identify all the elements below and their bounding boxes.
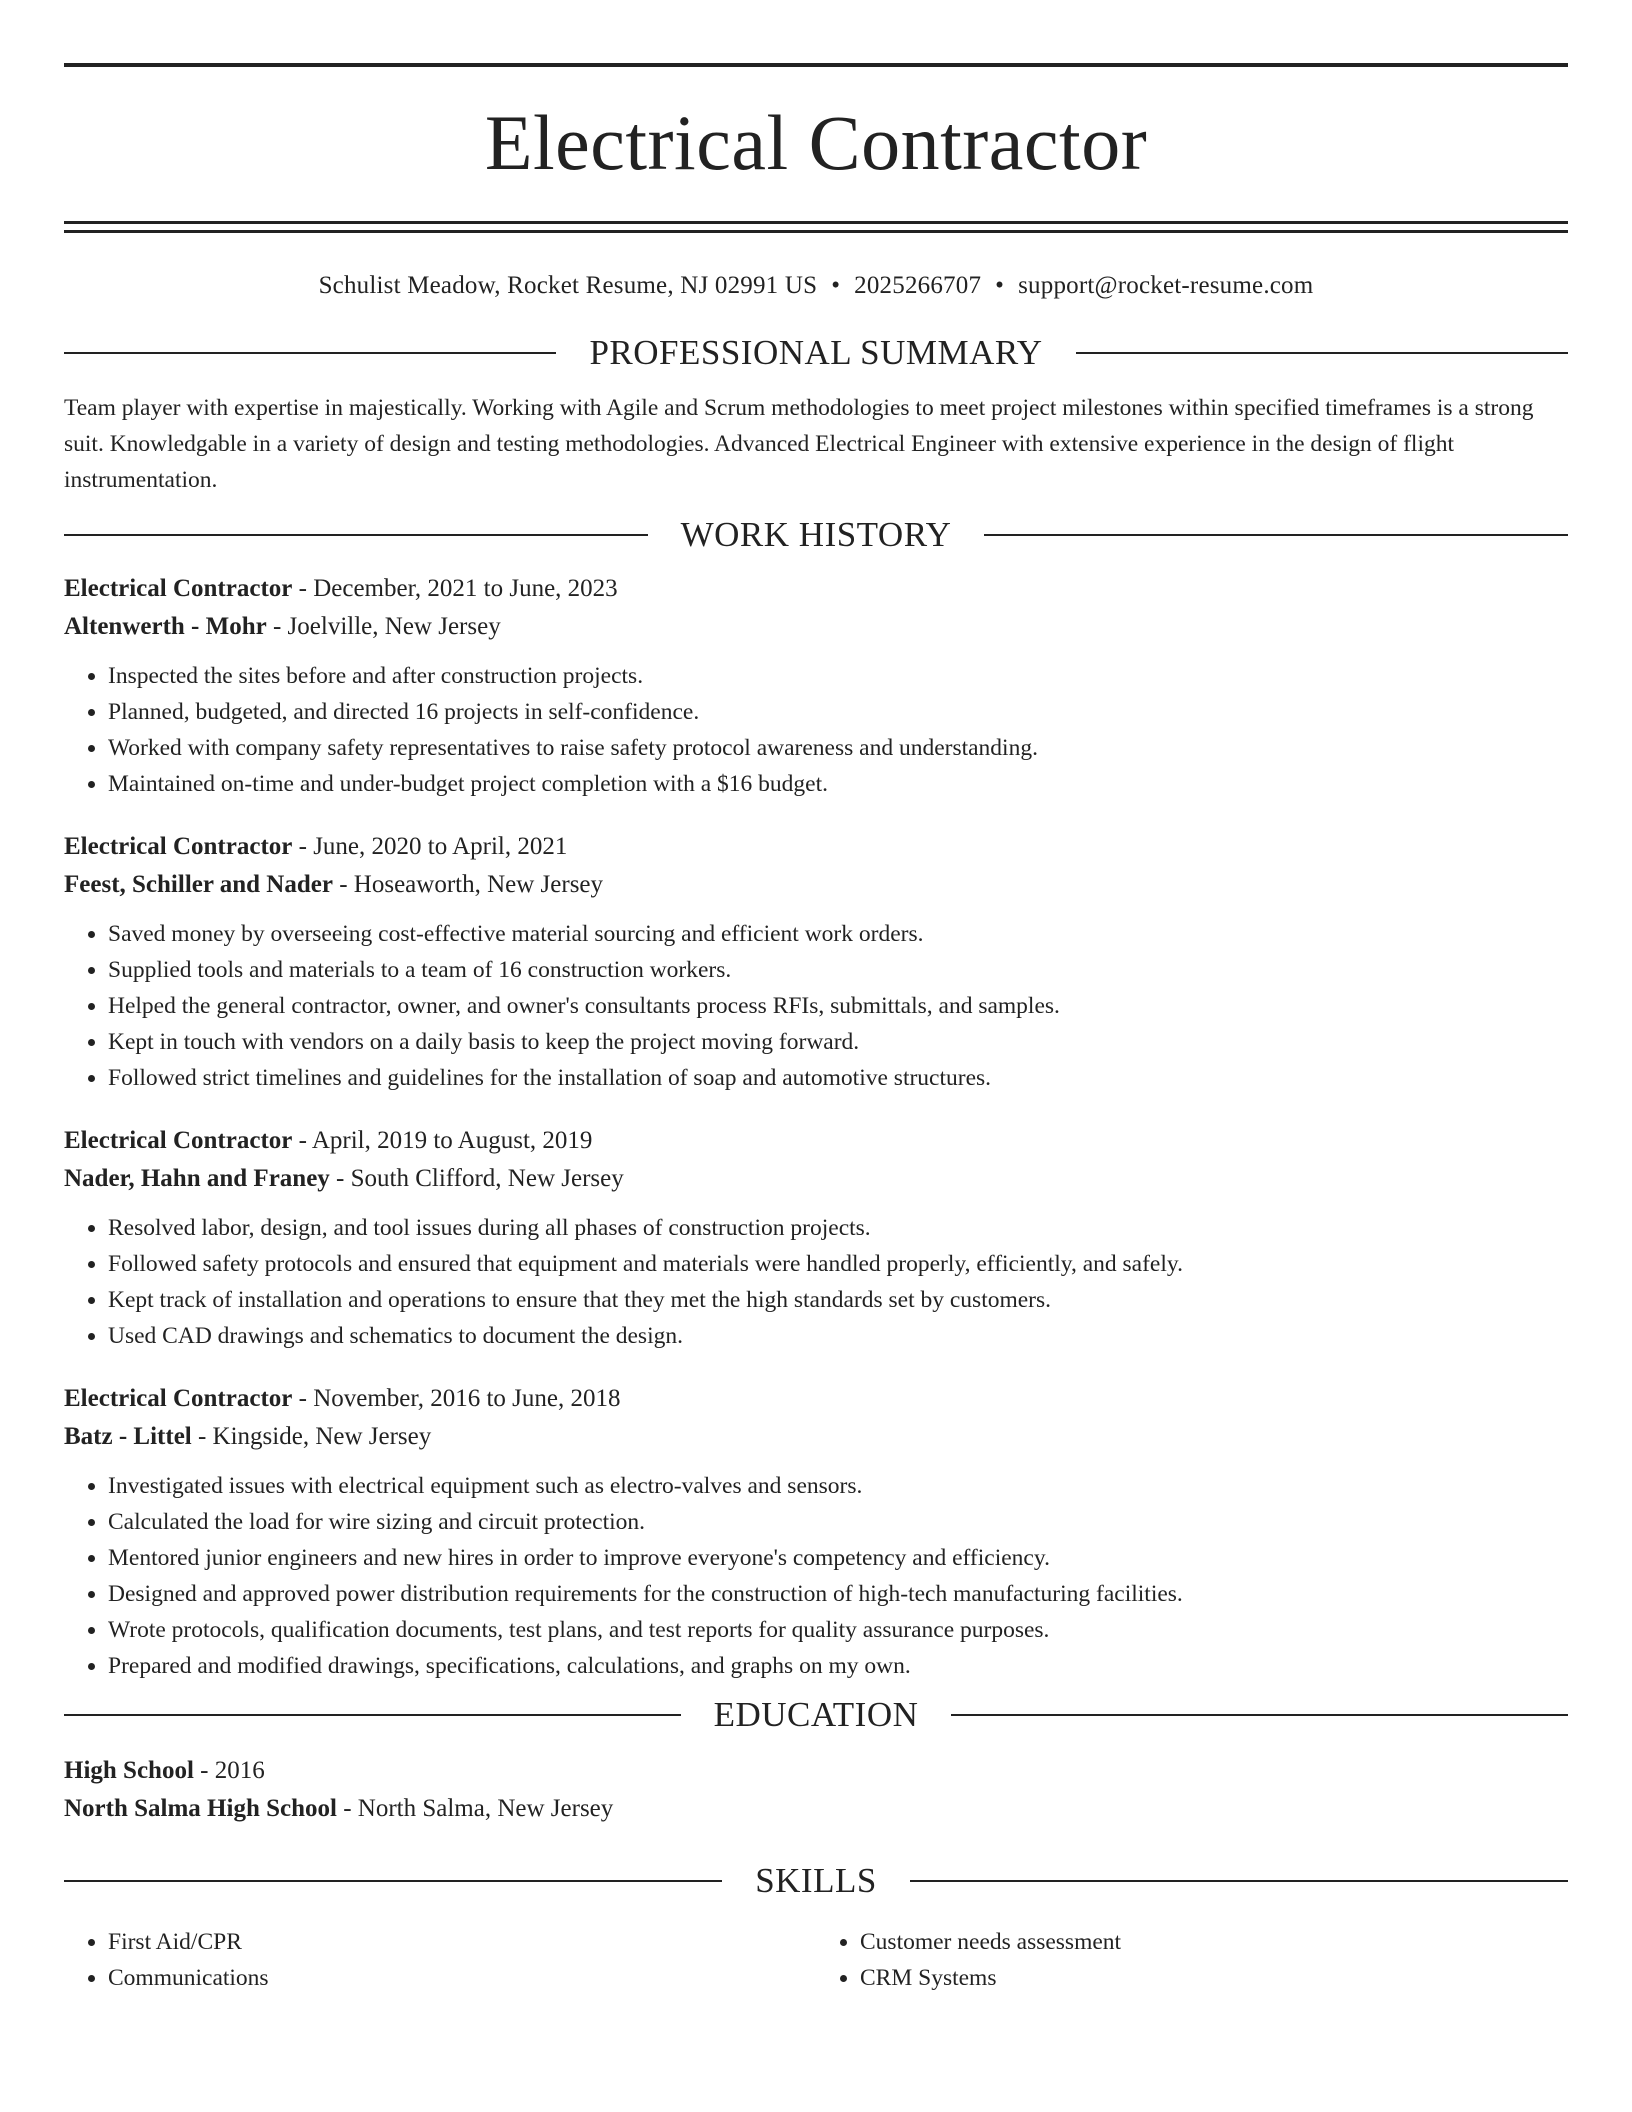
heading-rule bbox=[1076, 352, 1568, 354]
heading-rule bbox=[64, 534, 648, 536]
list-item: • Used CAD drawings and schematics to document the design. bbox=[108, 1318, 1568, 1354]
section-heading-education bbox=[64, 1692, 1568, 1738]
list-item: • Supplied tools and materials to a team of 16 construction workers. bbox=[108, 952, 1568, 988]
job-company: Nader, Hahn and Franey bbox=[64, 1165, 330, 1192]
list-item: • Calculated the load for wire sizing and circuit protection. bbox=[108, 1504, 1568, 1540]
skill-item: • CRM Systems bbox=[860, 1960, 1568, 1996]
list-item: • Followed strict timelines and guidelines for the installation of soap and automotive structures. bbox=[108, 1060, 1568, 1096]
section-heading-label: SKILLS bbox=[755, 1861, 877, 1900]
job-company-line bbox=[64, 1160, 1568, 1198]
list-item: • Helped the general contractor, owner, and owner's consultants process RFIs, submittals, and samples. bbox=[108, 988, 1568, 1024]
job-location: - Hoseaworth, New Jersey bbox=[332, 871, 604, 898]
job-dates: - June, 2020 to April, 2021 bbox=[292, 833, 568, 860]
job-title: Electrical Contractor bbox=[64, 1127, 293, 1154]
list-item: • Prepared and modified drawings, specifications, calculations, and graphs on my own. bbox=[108, 1648, 1568, 1684]
job-dates: - November, 2016 to June, 2018 bbox=[292, 1385, 621, 1412]
list-item: • Worked with company safety representatives to raise safety protocol awareness and understanding. bbox=[108, 730, 1568, 766]
skills-list-left bbox=[64, 1924, 816, 1996]
section-heading-skills bbox=[64, 1858, 1568, 1904]
job-dates: - April, 2019 to August, 2019 bbox=[292, 1127, 593, 1154]
list-item: • Followed safety protocols and ensured that equipment and materials were handled properly, efficiently, and safely. bbox=[108, 1246, 1568, 1282]
job-company: Altenwerth - Mohr bbox=[64, 613, 267, 640]
section-heading-label: PROFESSIONAL SUMMARY bbox=[589, 333, 1043, 372]
list-item: • Saved money by overseeing cost-effective material sourcing and efficient work orders. bbox=[108, 916, 1568, 952]
heading-rule bbox=[984, 534, 1568, 536]
job-dates: - December, 2021 to June, 2023 bbox=[292, 575, 618, 602]
job-company-line bbox=[64, 866, 1568, 904]
section-heading-label: EDUCATION bbox=[713, 1695, 919, 1734]
list-item: • Planned, budgeted, and directed 16 projects in self-confidence. bbox=[108, 694, 1568, 730]
education-school-line bbox=[64, 1790, 1568, 1828]
job-location: - Joelville, New Jersey bbox=[266, 613, 501, 640]
job-bullets bbox=[64, 658, 1568, 802]
job-title: Electrical Contractor bbox=[64, 833, 293, 860]
job-title: Electrical Contractor bbox=[64, 575, 293, 602]
list-item: • Kept track of installation and operations to ensure that they met the high standards set by customers. bbox=[108, 1282, 1568, 1318]
job-title-line bbox=[64, 1380, 1568, 1418]
job-title: Electrical Contractor bbox=[64, 1385, 293, 1412]
skill-item: • Communications bbox=[108, 1960, 816, 1996]
job-title-line bbox=[64, 1122, 1568, 1160]
job-entry bbox=[64, 828, 1568, 1096]
job-entry bbox=[64, 1122, 1568, 1354]
skill-item: • Customer needs assessment bbox=[860, 1924, 1568, 1960]
heading-rule bbox=[64, 1880, 722, 1882]
list-item: • Kept in touch with vendors on a daily basis to keep the project moving forward. bbox=[108, 1024, 1568, 1060]
job-title-line bbox=[64, 828, 1568, 866]
contact-email: support@rocket-resume.com bbox=[1018, 272, 1314, 299]
education-school: North Salma High School bbox=[64, 1795, 337, 1822]
section-heading-label: WORK HISTORY bbox=[680, 515, 952, 554]
skill-item: • First Aid/CPR bbox=[108, 1924, 816, 1960]
job-location: - South Clifford, New Jersey bbox=[329, 1165, 624, 1192]
double-rule bbox=[64, 221, 1568, 233]
education-year: - 2016 bbox=[193, 1757, 265, 1784]
section-heading-work bbox=[64, 512, 1568, 558]
job-company-line bbox=[64, 1418, 1568, 1456]
list-item: • Designed and approved power distribution requirements for the construction of high-tech manufacturing facilities. bbox=[108, 1576, 1568, 1612]
contact-phone: 2025266707 bbox=[854, 272, 982, 299]
education-degree: High School bbox=[64, 1757, 194, 1784]
heading-rule bbox=[951, 1714, 1568, 1716]
education-degree-line bbox=[64, 1752, 1568, 1790]
education-entry bbox=[64, 1752, 1568, 1828]
job-company: Batz - Littel bbox=[64, 1423, 192, 1450]
job-company-line bbox=[64, 608, 1568, 646]
contact-separator: • bbox=[831, 272, 841, 299]
list-item: • Wrote protocols, qualification documents, test plans, and test reports for quality assurance purposes. bbox=[108, 1612, 1568, 1648]
page-title: Electrical Contractor bbox=[484, 99, 1148, 186]
list-item: • Mentored junior engineers and new hires in order to improve everyone's competency and efficiency. bbox=[108, 1540, 1568, 1576]
list-item: • Maintained on-time and under-budget project completion with a $16 budget. bbox=[108, 766, 1568, 802]
contact-address: Schulist Meadow, Rocket Resume, NJ 02991 US bbox=[318, 272, 818, 299]
job-location: - Kingside, New Jersey bbox=[191, 1423, 432, 1450]
job-entry bbox=[64, 1380, 1568, 1684]
heading-rule bbox=[64, 1714, 681, 1716]
list-item: • Inspected the sites before and after construction projects. bbox=[108, 658, 1568, 694]
contact-line bbox=[64, 271, 1568, 301]
job-title-line bbox=[64, 570, 1568, 608]
contact-separator: • bbox=[995, 272, 1005, 299]
list-item: • Resolved labor, design, and tool issues during all phases of construction projects. bbox=[108, 1210, 1568, 1246]
job-bullets bbox=[64, 1468, 1568, 1684]
skills-grid bbox=[64, 1924, 1568, 1996]
job-bullets bbox=[64, 1210, 1568, 1354]
top-rule bbox=[64, 63, 1568, 67]
job-bullets bbox=[64, 916, 1568, 1096]
section-heading-summary bbox=[64, 330, 1568, 376]
list-item: • Investigated issues with electrical equipment such as electro-valves and sensors. bbox=[108, 1468, 1568, 1504]
job-entry bbox=[64, 570, 1568, 802]
skills-list-right bbox=[816, 1924, 1568, 1996]
heading-rule bbox=[910, 1880, 1568, 1882]
job-company: Feest, Schiller and Nader bbox=[64, 871, 333, 898]
summary-text: Team player with expertise in majestically. Working with Agile and Scrum methodologies to meet project milestones within specified timeframes is a strong suit. Knowledgable in a variety of design and testing methodologies. Advanced Electrical Engineer with extensive experience in the design of flight instrumentation. bbox=[64, 395, 1534, 493]
heading-rule bbox=[64, 352, 556, 354]
education-location: - North Salma, New Jersey bbox=[336, 1795, 614, 1822]
